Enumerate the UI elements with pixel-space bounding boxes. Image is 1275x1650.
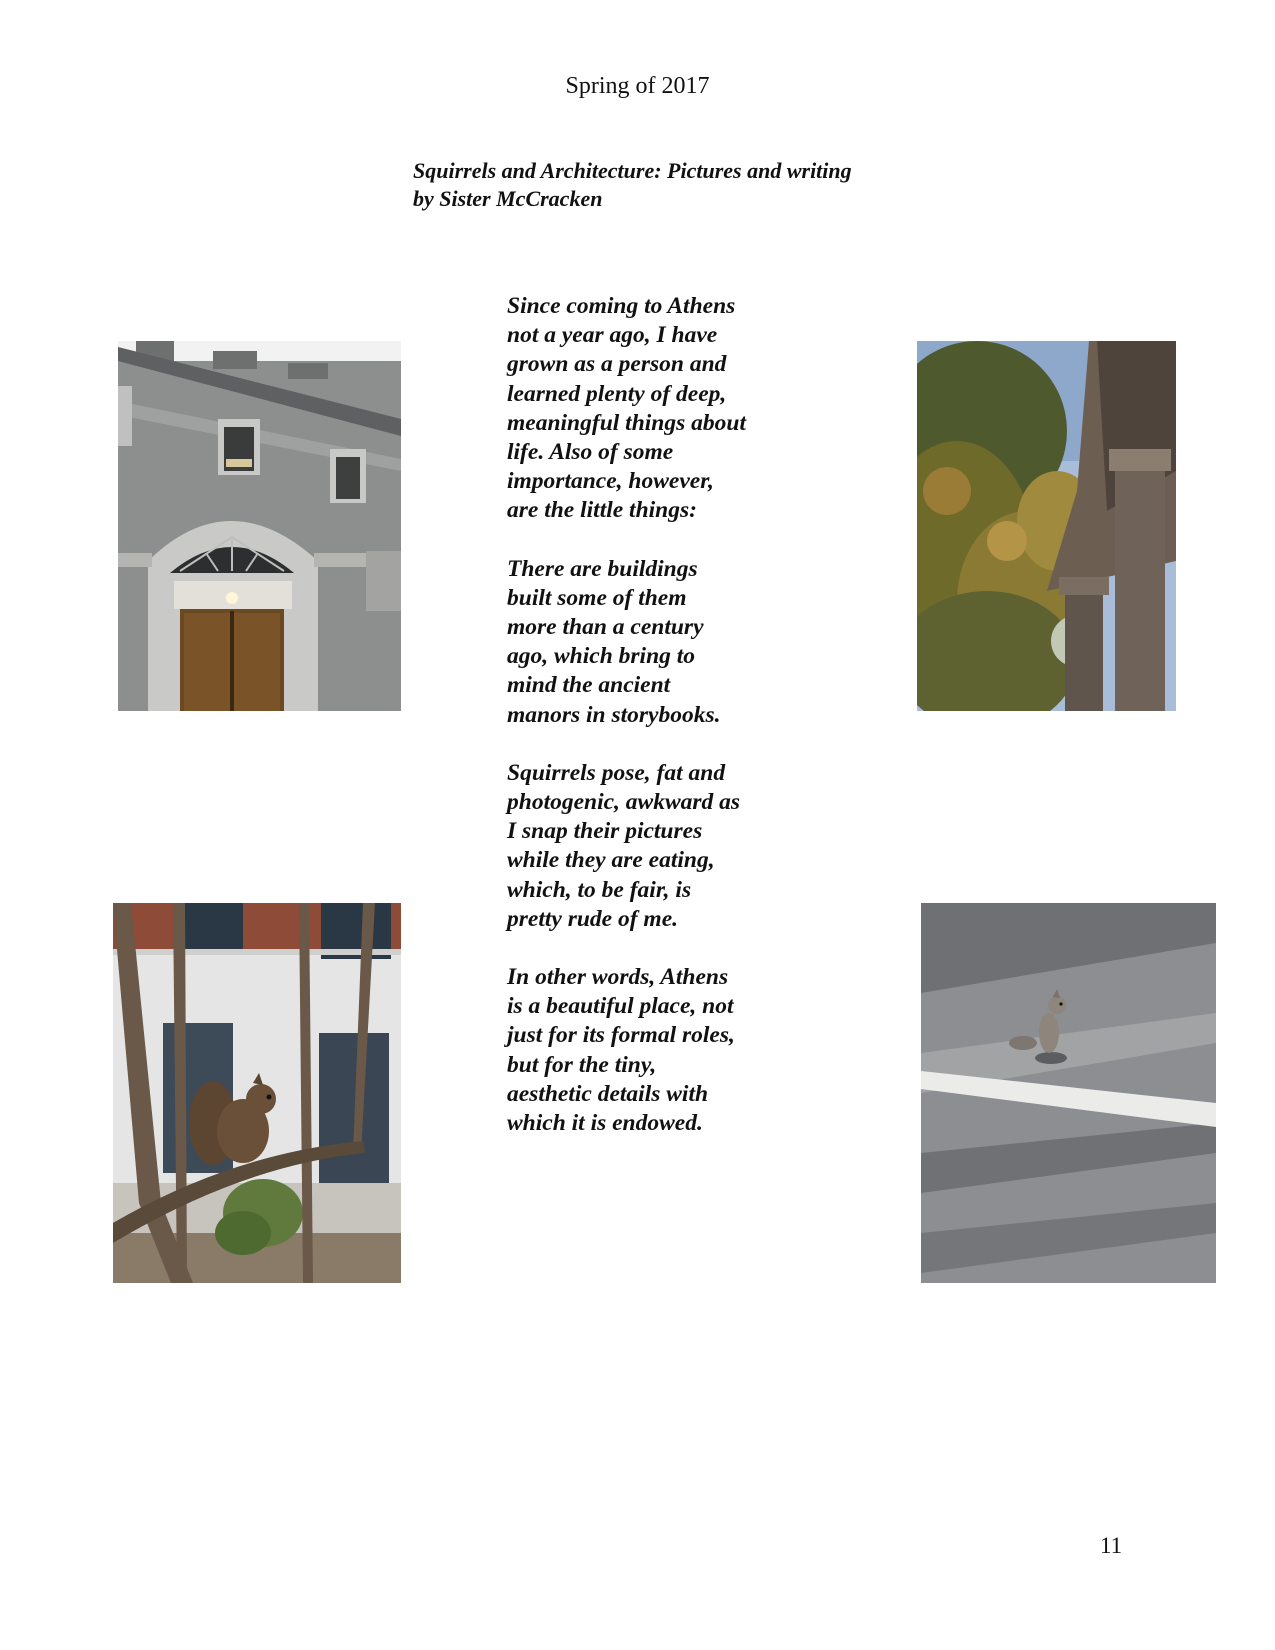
poem-line: are the little things: bbox=[507, 497, 697, 524]
poem-line: grown as a person and bbox=[507, 351, 727, 378]
poem-line: I snap their pictures bbox=[507, 818, 703, 845]
poem-stanza bbox=[507, 555, 827, 730]
poem-line: just for its formal roles, bbox=[507, 1022, 735, 1049]
photo-building-facade bbox=[118, 341, 401, 711]
poem-line: photogenic, awkward as bbox=[507, 789, 741, 816]
photo-squirrel-on-street bbox=[921, 903, 1216, 1283]
poem-line: In other words, Athens bbox=[507, 964, 729, 991]
poem-line: built some of them bbox=[507, 584, 687, 611]
poem-line: life. Also of some bbox=[507, 439, 674, 466]
poem-stanza bbox=[507, 963, 827, 1138]
photo-squirrel-on-branch bbox=[113, 903, 401, 1283]
article-title bbox=[413, 157, 973, 213]
poem-stanza bbox=[507, 292, 827, 526]
page-number: 11 bbox=[1100, 1533, 1123, 1558]
poem-stanza bbox=[507, 759, 827, 934]
poem-line: mind the ancient bbox=[507, 672, 671, 699]
poem-line: Squirrels pose, fat and bbox=[507, 759, 726, 786]
poem-body bbox=[507, 292, 827, 1167]
page-header: Spring of 2017 bbox=[565, 73, 710, 99]
article-title-line-2: by Sister McCracken bbox=[413, 186, 603, 211]
poem-line: which, to be fair, is bbox=[507, 876, 692, 903]
poem-line: which it is endowed. bbox=[507, 1110, 703, 1137]
poem-line: Since coming to Athens bbox=[507, 293, 736, 319]
poem-line: but for the tiny, bbox=[507, 1051, 657, 1078]
poem-line: is a beautiful place, not bbox=[507, 993, 734, 1020]
article-title-line-1: Squirrels and Architecture: Pictures and writing bbox=[413, 158, 852, 183]
poem-line: while they are eating, bbox=[507, 847, 715, 874]
poem-line: aesthetic details with bbox=[507, 1080, 709, 1107]
photo-autumn-tree-columns bbox=[917, 341, 1176, 711]
poem-line: not a year ago, I have bbox=[507, 322, 718, 349]
poem-line: more than a century bbox=[507, 614, 704, 641]
poem-line: meaningful things about bbox=[507, 409, 746, 436]
poem-line: pretty rude of me. bbox=[507, 905, 678, 932]
poem-line: importance, however, bbox=[507, 468, 714, 495]
poem-line: learned plenty of deep, bbox=[507, 380, 727, 407]
poem-line: ago, which bring to bbox=[507, 643, 696, 670]
poem-line: There are buildings bbox=[507, 555, 698, 582]
poem-line: manors in storybooks. bbox=[507, 701, 721, 728]
